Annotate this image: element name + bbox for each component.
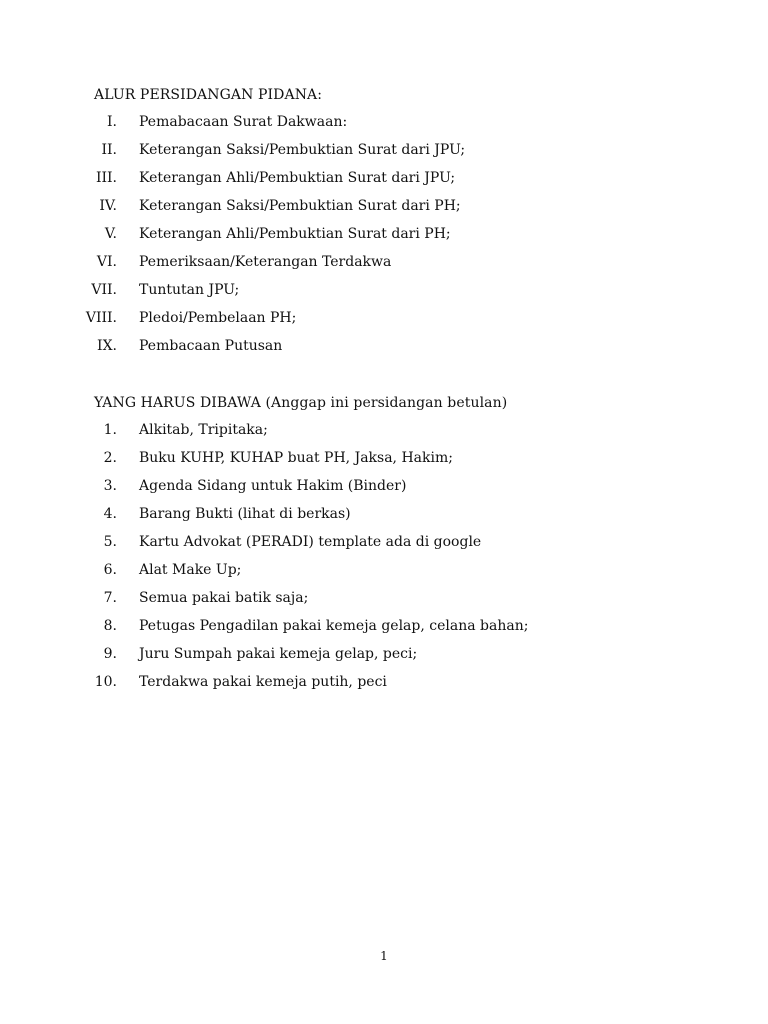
list-item bbox=[0, 450, 700, 478]
list-item-number: VII. bbox=[91, 282, 117, 298]
list-item-text: Pemeriksaan/Keterangan Terdakwa bbox=[139, 254, 392, 270]
list-item-number: 7. bbox=[103, 590, 117, 606]
alur-persidangan-list bbox=[0, 114, 700, 366]
list-item bbox=[0, 478, 700, 506]
list-item-text: Semua pakai batik saja; bbox=[139, 590, 309, 606]
section-heading-yang-harus-dibawa: YANG HARUS DIBAWA (Anggap ini persidangan betulan) bbox=[94, 395, 508, 411]
list-item-number: 5. bbox=[103, 534, 117, 550]
yang-harus-dibawa-list bbox=[0, 422, 700, 702]
list-item-number: V. bbox=[104, 226, 117, 242]
list-item-number: I. bbox=[107, 114, 117, 130]
list-item-text: Keterangan Saksi/Pembuktian Surat dari PH; bbox=[139, 198, 461, 214]
list-item bbox=[0, 506, 700, 534]
list-item bbox=[0, 226, 700, 254]
list-item bbox=[0, 422, 700, 450]
list-item-number: 3. bbox=[103, 478, 117, 494]
list-item-text: Pledoi/Pembelaan PH; bbox=[139, 310, 297, 326]
list-item bbox=[0, 170, 700, 198]
list-item bbox=[0, 310, 700, 338]
section-heading-alur-persidangan: ALUR PERSIDANGAN PIDANA: bbox=[94, 87, 323, 103]
list-item-number: IX. bbox=[97, 338, 117, 354]
list-item-number: IV. bbox=[99, 198, 117, 214]
list-item-text: Juru Sumpah pakai kemeja gelap, peci; bbox=[139, 646, 418, 662]
list-item bbox=[0, 618, 700, 646]
list-item-text: Keterangan Ahli/Pembuktian Surat dari JPU; bbox=[139, 170, 456, 186]
list-item bbox=[0, 674, 700, 702]
list-item-number: 8. bbox=[103, 618, 117, 634]
list-item-text: Barang Bukti (lihat di berkas) bbox=[139, 506, 351, 522]
list-item-number: 4. bbox=[103, 506, 117, 522]
list-item-text: Keterangan Ahli/Pembuktian Surat dari PH; bbox=[139, 226, 451, 242]
list-item-number: 1. bbox=[103, 422, 117, 438]
list-item bbox=[0, 114, 700, 142]
list-item-number: VI. bbox=[96, 254, 117, 270]
list-item-text: Pembacaan Putusan bbox=[139, 338, 283, 354]
list-item bbox=[0, 562, 700, 590]
list-item-number: 9. bbox=[103, 646, 117, 662]
list-item-number: 6. bbox=[103, 562, 117, 578]
list-item bbox=[0, 142, 700, 170]
list-item-text: Alat Make Up; bbox=[139, 562, 242, 578]
list-item-number: 2. bbox=[103, 450, 117, 466]
list-item bbox=[0, 198, 700, 226]
list-item-text: Agenda Sidang untuk Hakim (Binder) bbox=[139, 478, 407, 494]
list-item-number: 10. bbox=[94, 674, 117, 690]
page-number: 1 bbox=[380, 949, 388, 963]
list-item-text: Terdakwa pakai kemeja putih, peci bbox=[139, 674, 387, 690]
list-item bbox=[0, 534, 700, 562]
list-item bbox=[0, 254, 700, 282]
list-item-number: VIII. bbox=[85, 310, 117, 326]
list-item bbox=[0, 282, 700, 310]
list-item-text: Alkitab, Tripitaka; bbox=[139, 422, 268, 438]
list-item-text: Pemabacaan Surat Dakwaan: bbox=[139, 114, 348, 130]
list-item-number: II. bbox=[101, 142, 117, 158]
list-item-text: Keterangan Saksi/Pembuktian Surat dari JPU; bbox=[139, 142, 466, 158]
list-item bbox=[0, 338, 700, 366]
list-item-number: III. bbox=[95, 170, 117, 186]
list-item bbox=[0, 646, 700, 674]
list-item-text: Buku KUHP, KUHAP buat PH, Jaksa, Hakim; bbox=[139, 450, 453, 466]
list-item-text: Petugas Pengadilan pakai kemeja gelap, celana bahan; bbox=[139, 618, 529, 634]
list-item-text: Kartu Advokat (PERADI) template ada di google bbox=[139, 534, 482, 550]
list-item-text: Tuntutan JPU; bbox=[139, 282, 240, 298]
list-item bbox=[0, 590, 700, 618]
